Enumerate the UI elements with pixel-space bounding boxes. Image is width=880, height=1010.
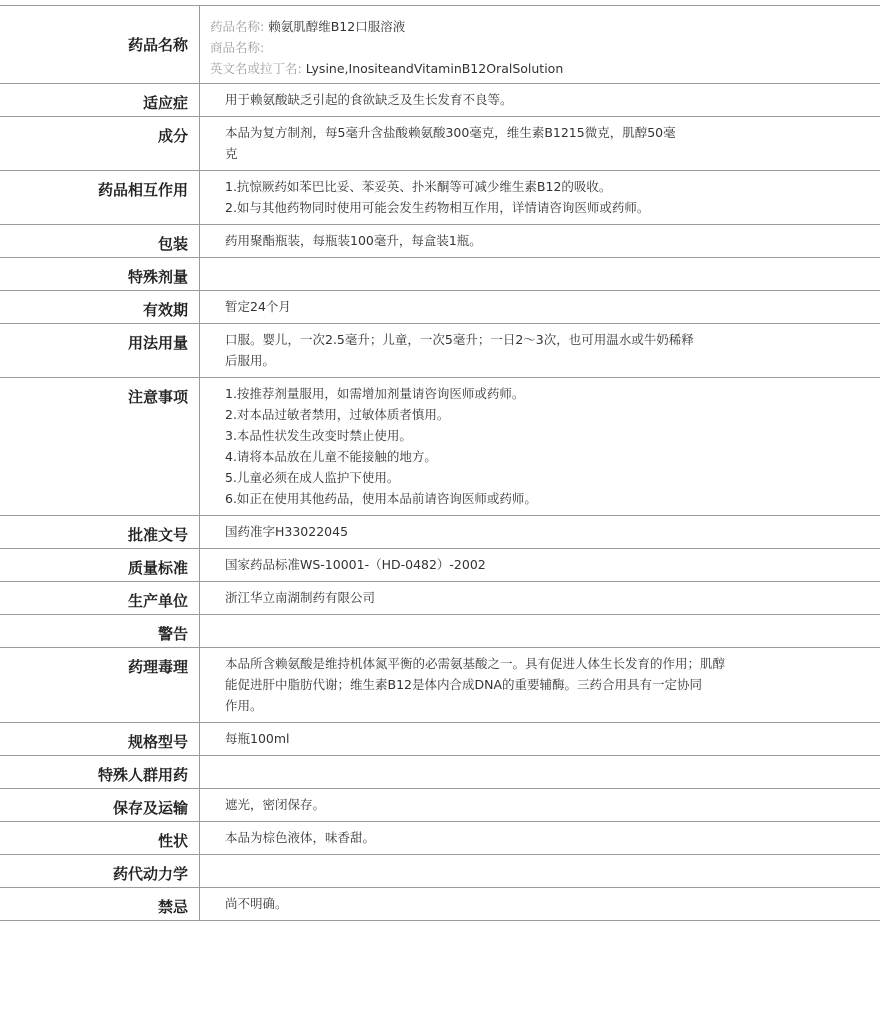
spec-rows (0, 84, 880, 921)
spec-row (0, 789, 880, 822)
spec-row (0, 84, 880, 117)
spec-value (200, 84, 880, 116)
spec-value-line: 国家药品标准WS-10001-（HD-0482）-2002 (225, 557, 486, 572)
spec-value-line: 浙江华立南湖制药有限公司 (225, 590, 376, 605)
spec-value-line: 本品为复方制剂，每5毫升含盐酸赖氨酸300毫克，维生素B1215微克，肌醇50毫 (225, 125, 676, 140)
generic-name-value: 赖氨肌醇维B12口服溶液 (268, 19, 406, 34)
english-name-line (210, 58, 870, 79)
spec-row (0, 549, 880, 582)
spec-value (200, 822, 880, 854)
spec-value-line: 尚不明确。 (225, 896, 288, 911)
spec-label: 质量标准 (0, 549, 200, 581)
spec-label: 保存及运输 (0, 789, 200, 821)
spec-label: 药品名称 (0, 6, 200, 83)
spec-value-line: 本品所含赖氨酸是维持机体氮平衡的必需氨基酸之一。具有促进人体生长发育的作用；肌醇 (225, 656, 726, 671)
spec-value-line: 2.如与其他药物同时使用可能会发生药物相互作用，详情请咨询医师或药师。 (225, 200, 650, 215)
spec-row (0, 723, 880, 756)
spec-label: 特殊人群用药 (0, 756, 200, 788)
spec-label: 批准文号 (0, 516, 200, 548)
spec-value (200, 225, 880, 257)
spec-value-line: 1.抗惊厥药如苯巴比妥、苯妥英、扑米酮等可减少维生素B12的吸收。 (225, 179, 612, 194)
english-name-key: 英文名或拉丁名: (210, 61, 302, 76)
spec-row (0, 171, 880, 225)
spec-value (200, 855, 880, 887)
spec-label: 注意事项 (0, 378, 200, 515)
spec-row (0, 324, 880, 378)
spec-value-line: 6.如正在使用其他药品，使用本品前请咨询医师或药师。 (225, 491, 537, 506)
spec-row (0, 378, 880, 516)
spec-row (0, 117, 880, 171)
spec-label: 规格型号 (0, 723, 200, 755)
spec-value (200, 723, 880, 755)
generic-name-line (210, 16, 870, 37)
spec-value-line: 本品为棕色液体，味香甜。 (225, 830, 376, 845)
spec-value (200, 6, 880, 83)
spec-row-drug-name (0, 6, 880, 84)
spec-value-line: 遮光，密闭保存。 (225, 797, 326, 812)
spec-value (200, 516, 880, 548)
spec-label: 药理毒理 (0, 648, 200, 722)
trade-name-line (210, 37, 870, 58)
spec-value (200, 117, 880, 170)
spec-value-line: 药用聚酯瓶装，每瓶装100毫升，每盒装1瓶。 (225, 233, 482, 248)
spec-row (0, 615, 880, 648)
spec-label: 适应症 (0, 84, 200, 116)
spec-value (200, 324, 880, 377)
spec-value (200, 549, 880, 581)
spec-value (200, 789, 880, 821)
spec-label: 性状 (0, 822, 200, 854)
spec-value (200, 888, 880, 920)
spec-row (0, 582, 880, 615)
spec-value (200, 171, 880, 224)
spec-value (200, 615, 880, 647)
spec-row (0, 756, 880, 789)
spec-value-line: 1.按推荐剂量服用，如需增加剂量请咨询医师或药师。 (225, 386, 525, 401)
spec-value (200, 378, 880, 515)
spec-value-line: 5.儿童必须在成人监护下使用。 (225, 470, 400, 485)
spec-row (0, 225, 880, 258)
spec-row (0, 516, 880, 549)
spec-value-line: 作用。 (225, 698, 263, 713)
spec-value (200, 291, 880, 323)
spec-value-line: 口服。婴儿，一次2.5毫升；儿童，一次5毫升；一日2～3次，也可用温水或牛奶稀释 (225, 332, 694, 347)
generic-name-key: 药品名称: (210, 19, 265, 34)
spec-label: 成分 (0, 117, 200, 170)
spec-row (0, 855, 880, 888)
spec-label: 用法用量 (0, 324, 200, 377)
spec-label: 有效期 (0, 291, 200, 323)
spec-value-line: 每瓶100ml (225, 731, 290, 746)
drug-spec-table (0, 5, 880, 921)
spec-label: 警告 (0, 615, 200, 647)
spec-row (0, 258, 880, 291)
spec-label: 包装 (0, 225, 200, 257)
spec-value-line: 克 (225, 146, 238, 161)
trade-name-key: 商品名称: (210, 40, 265, 55)
spec-value (200, 648, 880, 722)
spec-value (200, 258, 880, 290)
spec-label: 禁忌 (0, 888, 200, 920)
spec-label: 特殊剂量 (0, 258, 200, 290)
spec-label: 药代动力学 (0, 855, 200, 887)
spec-value-line: 用于赖氨酸缺乏引起的食欲缺乏及生长发育不良等。 (225, 92, 513, 107)
spec-value-line: 2.对本品过敏者禁用，过敏体质者慎用。 (225, 407, 450, 422)
spec-value-line: 国药准字H33022045 (225, 524, 349, 539)
spec-row (0, 888, 880, 921)
spec-value-line: 后服用。 (225, 353, 276, 368)
spec-row (0, 648, 880, 723)
spec-label: 药品相互作用 (0, 171, 200, 224)
spec-value (200, 756, 880, 788)
spec-value-line: 3.本品性状发生改变时禁止使用。 (225, 428, 412, 443)
spec-row (0, 291, 880, 324)
spec-label: 生产单位 (0, 582, 200, 614)
spec-value-line: 能促进肝中脂肪代谢；维生素B12是体内合成DNA的重要辅酶。三药合用具有一定协同 (225, 677, 703, 692)
spec-value-line: 暂定24个月 (225, 299, 291, 314)
spec-row (0, 822, 880, 855)
english-name-value: Lysine,InositeandVitaminB12OralSolution (305, 61, 564, 76)
spec-value-line: 4.请将本品放在儿童不能接触的地方。 (225, 449, 437, 464)
spec-value (200, 582, 880, 614)
